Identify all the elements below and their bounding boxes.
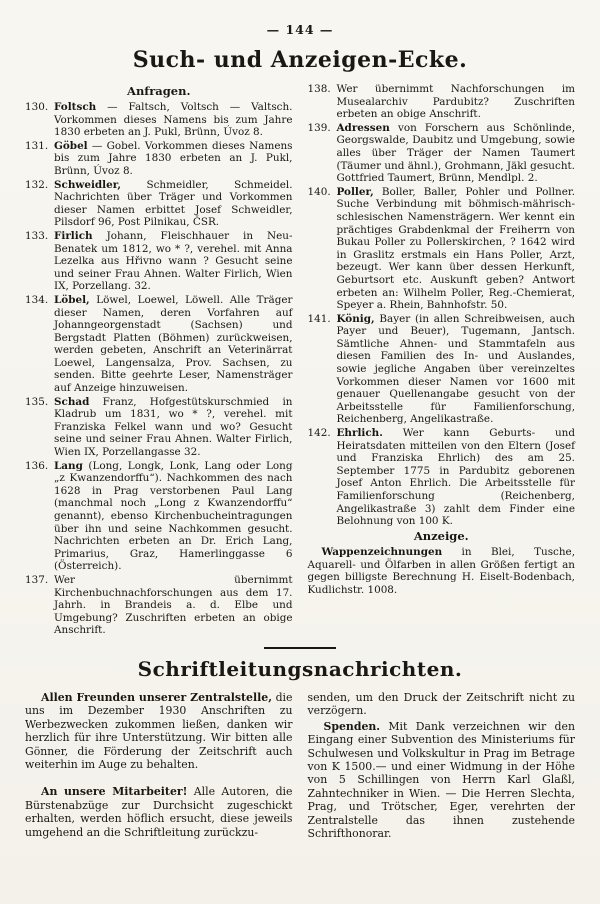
queries-heading: Anfragen. [127,84,191,98]
paragraph-lead: An unsere Mitarbeiter! [41,785,188,799]
query-item-141 [308,313,576,426]
item-number: 141. [307,312,331,325]
item-lead: Adressen [336,121,390,134]
section-divider-rule [264,647,336,649]
item-lead: König, [336,312,375,325]
item-text: (Long, Longk, Lonk, Lang oder Long „z Kwanzendorffu“). Nachkommen des nach 1628 in Prag verstorbenen Paul Lang (manchmal noch „Long z Kwanzendorffu“ genannt), ebenso Kirchenbucheintragungen über ihn und seine Nachkommen gesucht. Nachrichten erbeten an Dr. Erich Lang, Primarius, Graz, Hamerlinggasse 6 (Österreich). [54,459,293,573]
item-number: 136. [25,459,49,472]
search-section-columns [25,83,575,638]
query-item-140 [308,186,576,312]
item-text: Wer übernimmt Kirchenbuchnachforschungen aus dem 17. Jahrh. in Brandeis a. d. Elbe und Umgebung? Zuschriften erbeten an obige Anschrift. [54,573,293,637]
paragraph-lead: Allen Freunden unserer Zentralstelle, [41,690,272,704]
item-number: 140. [307,185,331,198]
editorial-paragraph-friends [25,691,293,771]
paragraph-text: Mit Dank verzeichnen wir den Eingang einer Subvention des Ministeriums für Schulwesen und Volkskultur in Prag im Betrage von K 1500.— und einer Widmung in der Höhe von 5 Schillingen von Herrn Karl Glaßl, Zahntechniker in Wien. — Die Herren Slechta, Prag, und Trötscher, Eger, verehrten der Zentralstelle das ihnen zustehende Schrifthonorar. [307,719,575,840]
item-number: 139. [307,121,331,134]
query-item-130 [25,101,293,139]
item-number: 138. [307,83,331,95]
query-item-139 [308,122,576,185]
item-number: 133. [25,229,49,242]
editorial-right-column [308,691,576,842]
paragraph-text: senden, um den Druck der Zeitschrift nicht zu verzögern. [307,690,575,718]
paragraph-text: Alle Autoren, die Bürstenabzüge zur Durchsicht zugeschickt erhalten, werden höflich ersucht, diese jeweils umgehend an die Schriftleitung zurückzu- [25,785,293,839]
query-item-138 [308,83,576,121]
right-column [308,83,576,638]
item-text: — Faltsch, Voltsch — Valtsch. Vorkommen dieses Namens bis zum Jahre 1830 erbeten an J. Pukl, Brünn, Úvoz 8. [54,101,293,139]
editorial-left-column [25,691,293,842]
item-lead: Ehrlich. [336,427,383,440]
item-number: 142. [307,427,331,440]
query-item-131 [25,140,293,178]
item-lead: Poller, [336,185,374,198]
item-text: Wer übernimmt Nachforschungen im Musealarchiv Pardubitz? Zuschriften erbeten an obige Anschrift. [336,83,575,121]
item-text: Bayer (in allen Schreibweisen, auch Payer und Beuer), Tugemann, Jantsch. Sämtliche Ahnen- und Stammtafeln aus diesen Familien des In- und Auslandes, sowie jegliche Angaben über vereinzeltes Vorkommen dieser Namen vor 1600 mit genauer Quellenangabe gesucht von der Arbeitsstelle für Familienforschung, Reichenberg, Angelikastraße. [336,312,575,426]
editorial-section-title: Schriftleitungsnachrichten. [137,656,463,681]
item-text: Franz, Hofgestütskurschmied in Kladrub um 1831, wo * ?, verehel. mit Franziska Felkel wann und wo? Gesucht seine und seiner Frau Ahnen. Walter Firlich, Wien IX, Porzellangasse 32. [54,395,293,459]
item-number: 137. [25,573,49,586]
item-lead: Göbel [54,139,88,152]
query-item-136 [25,460,293,573]
ad-lead: Wappenzeichnungen [321,545,443,558]
query-item-137 [25,574,293,637]
item-text: Schmeidler, Schmeidel. Nachrichten über Träger und Vorkommen dieser Namen erbittet Josef Schweidler, Pilsdorf 96, Post Pilnikau, ČSR. [54,178,293,229]
item-number: 131. [25,139,49,152]
item-text: — Gobel. Vorkommen dieses Namens bis zum Jahre 1830 erbeten an J. Pukl, Brünn, Úvoz 8. [54,139,293,177]
left-column [25,83,293,638]
item-lead: Löbel, [54,293,90,306]
item-number: 135. [25,395,49,408]
item-number: 132. [25,178,49,191]
item-lead: Lang [54,459,83,472]
paragraph-text: die uns im Dezember 1930 Anschriften zu Werbezwecken zukommen ließen, danken wir herzlich für ihre Unterstützung. Wir bitten alle Gönner, die Förderung der Zeitschrift auch weiterhin im Auge zu behalten. [25,690,293,771]
paragraph-lead: Spenden. [323,719,381,733]
page-number: — 144 — [266,22,334,37]
item-number: 130. [25,101,49,113]
query-item-134 [25,294,293,395]
ad-paragraph [308,546,576,597]
ad-text: in Blei, Tusche, Aquarell- und Ölfarben in allen Größen fertigt an gegen billigste Berechnung H. Eiselt-Bodenbach, Kudlichstr. 1008. [307,545,575,597]
item-lead: Firlich [54,229,93,242]
editorial-paragraph-continuation [308,691,576,718]
query-item-132 [25,179,293,229]
item-lead: Schweidler, [54,178,122,191]
item-text: Löwel, Loewel, Löwell. Alle Träger dieser Namen, deren Vorfahren auf Johanngeorgenstadt (Sachsen) und Bergstadt Platten (Böhmen) zurückweisen, werden gebeten, Anschrift an Veterinärrat Loewel, Langensalza, Prov. Sachsen, zu senden. Bitte geehrte Leser, Namensträger auf Anzeige hinzuweisen. [54,293,293,395]
item-text: Wer kann Geburts- und Heiratsdaten mitteilen von den Eltern (Josef und Franziska Ehrlich) des am 25. September 1775 in Pardubitz geborenen Josef Anton Ehrlich. Die Arbeitsstelle für Familienforschung (Reichenberg, Angelikastraße 3) zahlt dem Finder eine Belohnung von 100 K. [336,427,576,528]
editorial-section-columns [25,691,575,842]
editorial-paragraph-donations [308,720,576,841]
ad-heading: Anzeige. [413,528,469,543]
query-item-135 [25,396,293,459]
editorial-paragraph-contributors [25,785,293,839]
item-lead: Foltsch [54,101,97,113]
item-text: von Forschern aus Schönlinde, Georgswalde, Daubitz und Umgebung, sowie alles über Träger der Namen Taumert (Täumer und ähnl.), Grohmann, Jäkl gesucht. Gottfried Taumert, Brünn, Mendlpl. 2. [336,121,575,185]
item-number: 134. [25,293,49,306]
item-text: Boller, Baller, Pohler und Pollner. Suche Verbindung mit böhmisch-mährisch-schlesischen Namensträgern. Wer kennt ein prächtiges Grabdenkmal der Freiherrn von Bukau Poller zu Pollerskirchen, ? 1642 wird in Graslitz erstmals ein Hans Poller, Arzt, bezeugt. Wer kann über dessen Herkunft, Geburtsort etc. Auskunft geben? Antwort erbeten an: Wilhelm Poller, Reg.-Chemierat, Speyer a. Rhein, Bahnhofstr. 50. [336,185,575,312]
search-section-title: Such- und Anzeigen-Ecke. [132,47,468,73]
query-item-133 [25,230,293,293]
query-item-142 [308,427,576,528]
item-lead: Schad [54,395,90,408]
item-text: Johann, Fleischhauer in Neu-Benatek um 1812, wo * ?, verehel. mit Anna Lezelka aus Hřivno wann ? Gesucht seine und seiner Frau Ahnen. Walter Firlich, Wien IX, Porzellang. 32. [54,229,293,293]
